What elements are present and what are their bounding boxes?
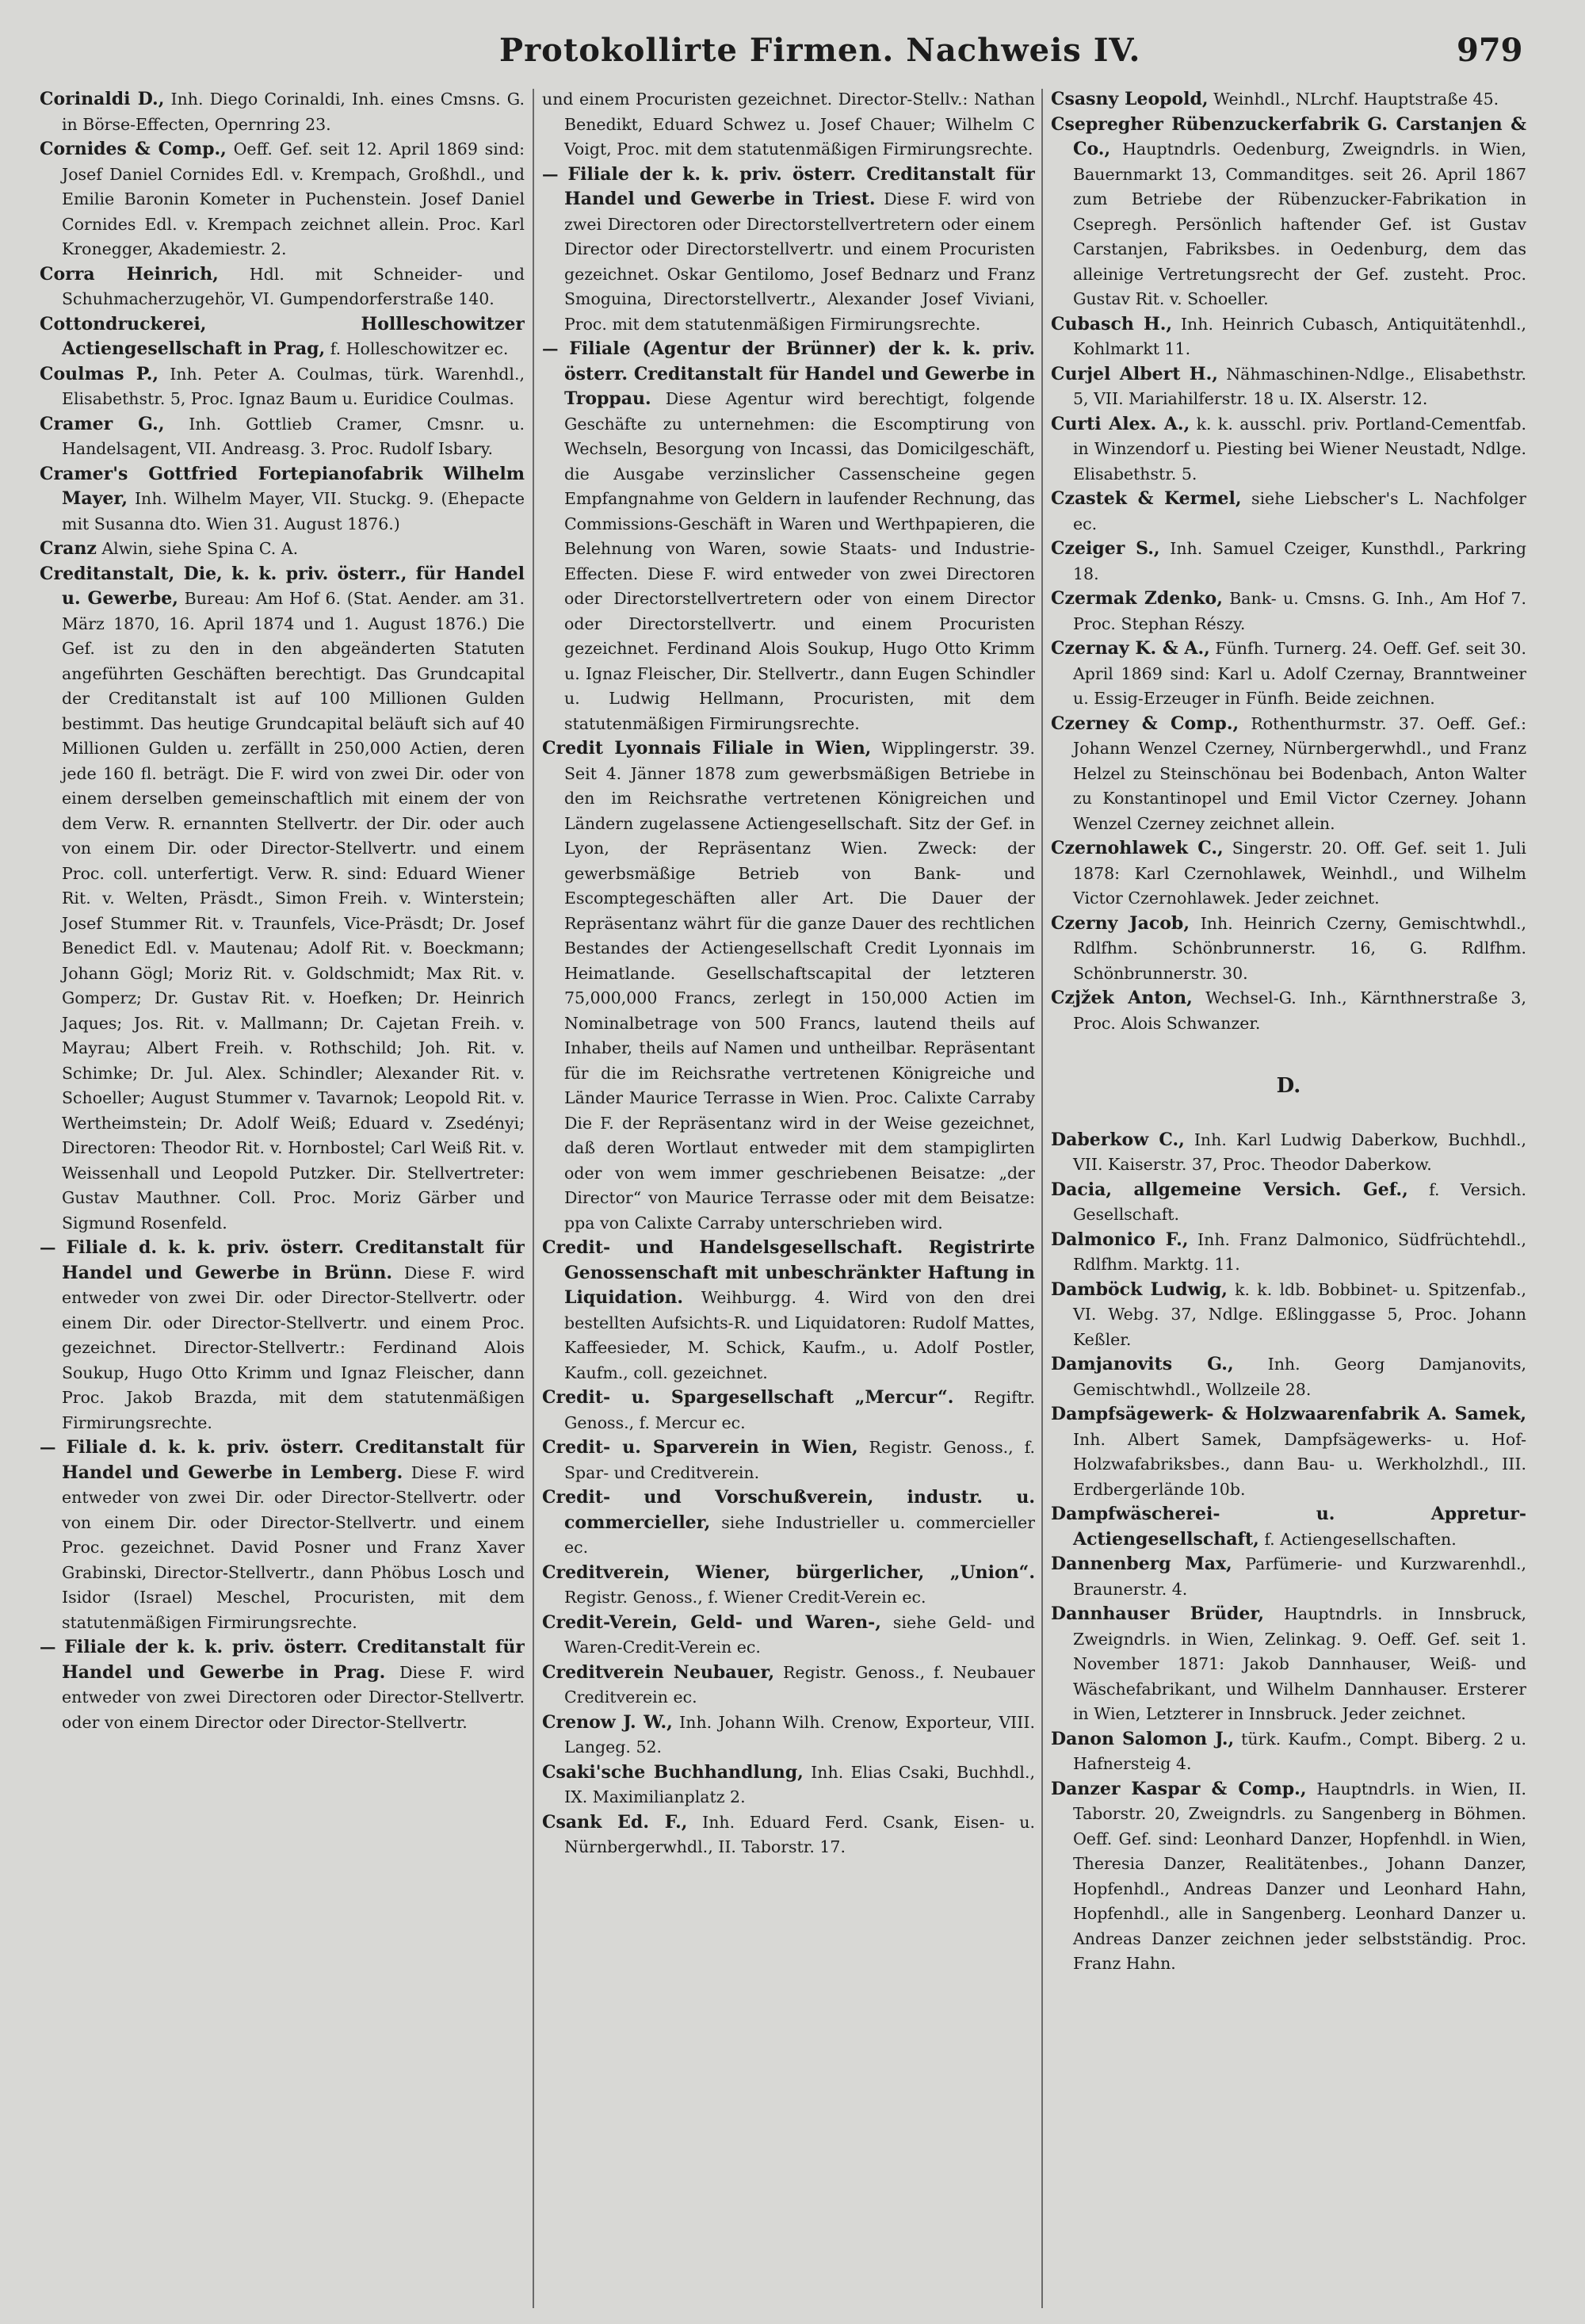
entry-firm-name: Dannenberg Max,: [1051, 1554, 1232, 1574]
entry-firm-name: Filiale (Agentur der Brünner) der k. k. priv. österr. Creditanstalt für Handel und Gewerbe in Troppau.: [564, 338, 1035, 409]
entry-text: Registr. Genoss., f. Spar- und Creditverein.: [564, 1438, 1035, 1482]
entry-dash: —: [542, 164, 559, 184]
directory-entry: [40, 312, 525, 362]
entry-text: Inh. Samuel Czeiger, Kunsthdl., Parkring 18.: [1073, 539, 1526, 583]
entry-firm-name: Dacia, allgemeine Versich. Gef.,: [1051, 1179, 1408, 1200]
entry-firm-name: Creditanstalt, Die, k. k. priv. österr., für Handel u. Gewerbe,: [40, 563, 525, 609]
entry-firm-name: Czerney & Comp.,: [1051, 713, 1239, 734]
entry-text: Weihburgg. 4. Wird von den drei bestellten Aufsichts-R. und Liquidatoren: Rudolf Mattes, Kaffeesieder, M. Schick, Kaufm., u. Adolf Postler, Kaufm., coll. gezeichnet.: [564, 1288, 1035, 1382]
directory-entry: [1051, 1178, 1526, 1228]
directory-entry: [40, 1635, 525, 1735]
entry-text: Registr. Genoss., f. Wiener Credit-Verein ec.: [564, 1588, 926, 1607]
directory-entry: [1051, 537, 1526, 587]
entry-text: Hauptndrls. in Wien, II. Taborstr. 20, Zweigndrls. zu Sangenberg in Böhmen. Oeff. Gef. sind: Leonhard Danzer, Hopfenhdl. in Wien, Theresia Danzer, Realitätenbes., Johann Danzer, Hopfenhdl., Andreas Danzer und Leonhard Hahn, Hopfenhdl., alle in Sangenberg. Leonhard Danzer u. Andreas Danzer zeichnen jeder selbstständig. Proc. Franz Hahn.: [1073, 1779, 1526, 1973]
directory-entry: [542, 1435, 1035, 1485]
entry-text: Registr. Genoss., f. Neubauer Creditverein ec.: [564, 1662, 1035, 1707]
directory-entry: [40, 462, 525, 537]
entry-firm-name: Czastek & Kermel,: [1051, 488, 1242, 509]
directory-entry: [1051, 1278, 1526, 1353]
entry-firm-name: Csank Ed. F.,: [542, 1811, 688, 1833]
directory-entry: [1051, 1552, 1526, 1602]
entry-text: Inh. Eduard Ferd. Csank, Eisen- u. Nürnbergerwhdl., II. Taborstr. 17.: [564, 1812, 1035, 1856]
entry-firm-name: Czernay K. & A.,: [1051, 638, 1210, 659]
entry-text: k. k. ausschl. priv. Portland-Cementfab. in Winzendorf u. Piesting bei Wiener Neustadt, Ndlge. Elisabethstr. 5.: [1073, 414, 1526, 484]
entry-firm-name: Czeiger S.,: [1051, 538, 1160, 559]
entry-text: Inh. Johann Wilh. Crenow, Exporteur, VIII. Langeg. 52.: [564, 1712, 1035, 1756]
entry-firm-name: Curjel Albert H.,: [1051, 363, 1218, 384]
column-left: [40, 87, 525, 2307]
directory-entry: [542, 1386, 1035, 1435]
directory-entry: [40, 262, 525, 312]
directory-entry: [542, 1760, 1035, 1810]
entry-firm-name: Crenow J. W.,: [542, 1711, 673, 1733]
entry-text: Diese F. wird entweder von zwei Directoren oder Director-Stellvertr. oder von einem Director oder Director-Stellvertr.: [62, 1662, 525, 1732]
entry-text: Wipplingerstr. 39. Seit 4. Jänner 1878 zum gewerbsmäßigen Betriebe in den im Reichsrathe vertretenen Königreichen und Ländern zugelassene Actiengesellschaft. Sitz der Gef. in Lyon, der Repräsentanz Wien. Zweck: der gewerbsmäßige Betrieb von Bank- und Escomptegeschäften aller Art. Die Dauer der Repräsentanz währt für die ganze Dauer des rechtlichen Bestandes der Actiengesellschaft Credit Lyonnais im Heimatlande. Gesellschaftscapital der letzteren 75,000,000 Francs, zerlegt in 150,000 Actien im Nominalbetrage von 500 Francs, lautend theils auf Inhaber, theils auf Namen und untheilbar. Repräsentant für die im Reichsrathe vertretenen Königreiche und Länder Maurice Terrasse in Wien. Proc. Calixte Carraby Die F. der Repräsentanz wird in der Weise gezeichnet, daß deren Wortlaut entweder mit dem stampiglirten oder von wem immer geschriebenen Beisatze: „der Director“ von Maurice Terrasse oder mit dem Beisatze: ppa von Calixte Carraby unterschrieben wird.: [564, 739, 1035, 1233]
entry-firm-name: Cramer's Gottfried Fortepianofabrik Wilhelm Mayer,: [40, 463, 525, 509]
entry-text: Fünfh. Turnerg. 24. Oeff. Gef. seit 30. April 1869 sind: Karl u. Adolf Czernay, Branntweiner u. Essig-Erzeuger in Fünfh. Beide zeichnen.: [1073, 639, 1526, 708]
entry-firm-name: Czjžek Anton,: [1051, 988, 1193, 1008]
directory-entry: [1051, 1352, 1526, 1402]
entry-firm-name: Damböck Ludwig,: [1051, 1279, 1228, 1300]
entry-dash: —: [40, 1438, 56, 1457]
entry-firm-name: Czermak Zdenko,: [1051, 588, 1223, 609]
entry-firm-name: Cornides & Comp.,: [40, 139, 227, 159]
entry-dash: —: [40, 1238, 56, 1257]
entry-firm-name: Czerny Jacob,: [1051, 912, 1190, 934]
directory-entry: [40, 362, 525, 412]
directory-entry: [1051, 986, 1526, 1036]
entry-text: Bureau: Am Hof 6. (Stat. Aender. am 31. März 1870, 16. April 1874 und 1. August 1876.) Die Gef. ist zu den in den abgeänderten Statuten angeführten Geschäften berechtigt. Das Grundcapital der Creditanstalt ist auf 100 Millionen Gulden bestimmt. Das heutige Grundcapital beläuft sich auf 40 Millionen Gulden u. zerfällt in 250,000 Actien, deren jede 160 fl. beträgt. Die F. wird von zwei Dir. oder von einem derselben gemeinschaftlich mit einem der von dem Verw. R. ernannten Stellvertr. der Dir. oder auch von einem Dir. oder Director-Stellvertr. und einem Proc. coll. unterfertigt. Verw. R. sind: Eduard Wiener Rit. v. Welten, Präsdt., Simon Freih. v. Winterstein; Josef Stummer Rit. v. Traunfels, Vice-Präsdt; Dr. Josef Benedict Edl. v. Mautenau; Adolf Rit. v. Boeckmann; Johann Gögl; Moriz Rit. v. Goldschmidt; Max Rit. v. Gomperz; Dr. Gustav Rit. v. Hoefken; Dr. Heinrich Jaques; Jos. Rit. v. Mallmann; Dr. Cajetan Freih. v. Mayrau; Albert Freih. v. Rothschild; Joh. Rit. v. Schimke; Dr. Jul. Alex. Schindler; Alexander Rit. v. Schoeller; August Stummer v. Tavarnok; Leopold Rit. v. Wertheimstein; Dr. Adolf Weiß; Eduard v. Zsedényi; Directoren: Theodor Rit. v. Hornbostel; Carl Weiß Rit. v. Weissenhall und Leopold Putzker. Dir. Stellvertreter: Gustav Mauthner. Coll. Proc. Moriz Gärber und Sigmund Rosenfeld.: [62, 589, 525, 1233]
entry-dash: —: [40, 1638, 56, 1657]
directory-entry: [1051, 836, 1526, 912]
entry-firm-name: Creditverein, Wiener, bürgerlicher, „Union“.: [542, 1561, 1035, 1583]
entry-text: Parfümerie- und Kurzwarenhdl., Braunerstr. 4.: [1073, 1554, 1526, 1599]
entry-firm-name: Cramer G.,: [40, 413, 165, 434]
entry-firm-name: Credit Lyonnais Filiale in Wien,: [542, 738, 872, 759]
entry-firm-name: Curti Alex. A.,: [1051, 413, 1190, 434]
entry-firm-name: Credit- und Handelsgesellschaft. Registrirte Genossenschaft mit unbeschränkter Haftung in Liquidation.: [542, 1237, 1035, 1308]
entry-firm-name: Csaki'sche Buchhandlung,: [542, 1761, 804, 1783]
directory-entry: [40, 562, 525, 1237]
entry-firm-name: Filiale d. k. k. priv. österr. Creditanstalt für Handel und Gewerbe in Lemberg.: [62, 1437, 525, 1483]
entry-text: f. Actiengesellschaften.: [1264, 1529, 1457, 1549]
entry-text: Diese Agentur wird berechtigt, folgende Geschäfte zu unternehmen: die Escomptirung von Wechseln, Besorgung von Incassi, das Domicilgeschäft, die Ausgabe verzinslicher Cassenscheine gegen Empfangnahme von Geldern in laufender Rechnung, das Commissions-Geschäft in Waren und Werthpapieren, die Belehnung von Waren, sowie Staats- und Industrie-Effecten. Diese F. wird entweder von zwei Directoren oder Directorstellvertretern oder von einem Director oder Directorstellvertr. und einem Procuristen gezeichnet. Ferdinand Alois Soukup, Hugo Otto Krimm u. Ignaz Fleischer, Dir. Stellvertr., dann Eugen Schindler u. Ludwig Hellmann, Procuristen, mit dem statutenmäßigen Firmirungsrechte.: [564, 389, 1035, 733]
directory-entry: [542, 1485, 1035, 1561]
entry-firm-name: Credit- u. Sparverein in Wien,: [542, 1437, 858, 1458]
directory-entry: [542, 1236, 1035, 1386]
directory-entry: [1051, 87, 1526, 113]
entry-firm-name: Cottondruckerei, Hollleschowitzer Actiengesellschaft in Prag,: [40, 313, 525, 359]
directory-entry: [40, 1435, 525, 1635]
entry-text: Inh. Gottlieb Cramer, Cmsnr. u. Handelsagent, VII. Andreasg. 3. Proc. Rudolf Isbary.: [62, 414, 525, 458]
directory-entry: [1051, 1727, 1526, 1777]
entry-firm-name: Filiale der k. k. priv. österr. Creditanstalt für Handel und Gewerbe in Prag.: [62, 1637, 525, 1683]
entry-firm-name: Csepregher Rübenzuckerfabrik G. Carstanjen & Co.,: [1051, 113, 1526, 159]
entry-firm-name: Dalmonico F.,: [1051, 1229, 1189, 1250]
entry-firm-name: Dampfwäscherei- u. Appretur-Actiengesellschaft,: [1051, 1504, 1526, 1550]
entry-firm-name: Creditverein Neubauer,: [542, 1661, 775, 1683]
entry-firm-name: Dannhauser Brüder,: [1051, 1603, 1264, 1624]
column-right: [1051, 87, 1526, 2307]
entry-text: Hauptndrls. Oedenburg, Zweigndrls. in Wien, Bauernmarkt 13, Commanditges. seit 26. April 1867 zum Betriebe der Rübenzucker-Fabrikation in Csepregh. Persönlich haftender Gef. ist Gustav Carstanjen, Fabriksbes. in Oedenburg, dem das alleinige Vertretungsrecht der Gef. zusteht. Proc. Gustav Rit. v. Schoeller.: [1073, 140, 1526, 308]
entry-text: Alwin, siehe Spina C. A.: [101, 539, 299, 558]
entry-text: Bank- u. Cmsns. G. Inh., Am Hof 7. Proc. Stephan Részy.: [1073, 589, 1526, 633]
directory-entry: [40, 537, 525, 562]
entry-text: Diese F. wird entweder von zwei Dir. oder Director-Stellvertr. oder einem Dir. oder Director-Stellvertr. und einem Proc. gezeichnet. Director-Stellvertr.: Ferdinand Alois Soukup, Hugo Otto Krimm und Ignaz Fleischer, dann Proc. Jakob Brazda, mit dem statutenmäßigen Firmirungsrechte.: [62, 1263, 525, 1432]
page-header: [0, 32, 1585, 78]
directory-entry: [1051, 362, 1526, 412]
entry-text: Singerstr. 20. Off. Gef. seit 1. Juli 1878: Karl Czernohlawek, Weinhdl., und Wilhelm Victor Czernohlawek. Jeder zeichnet.: [1073, 839, 1526, 908]
entry-text: Inh. Franz Dalmonico, Südfrüchtehdl., Rdlfhm. Marktg. 11.: [1073, 1229, 1526, 1274]
entry-text: Inh. Albert Samek, Dampfsägewerks- u. Hof-Holzwafabriksbes., dann Bau- u. Werkholzhdl., III. Erdbergerlände 10b.: [1073, 1429, 1526, 1499]
entry-text: Oeff. Gef. seit 12. April 1869 sind: Josef Daniel Cornides Edl. v. Krempach, Großhdl., und Emilie Baronin Kometer in Puchenstein. Josef Daniel Cornides Edl. v. Krempach zeichnet allein. Proc. Karl Kronegger, Akademiestr. 2.: [62, 140, 525, 258]
directory-entry: [542, 1561, 1035, 1611]
entry-text: siehe Geld- und Waren-Credit-Verein ec.: [564, 1612, 1035, 1657]
page-title: Protokollirte Firmen. Nachweis IV.: [499, 32, 1141, 69]
directory-entry: [1051, 412, 1526, 487]
entry-text: Inh. Karl Ludwig Daberkow, Buchhdl., VII. Kaiserstr. 37, Proc. Theodor Daberkow.: [1073, 1130, 1526, 1174]
entry-text: Inh. Diego Corinaldi, Inh. eines Cmsns. G. in Börse-Effecten, Opernring 23.: [62, 90, 525, 134]
entry-firm-name: Damjanovits G.,: [1051, 1354, 1234, 1374]
entry-text: Inh. Georg Damjanovits, Gemischtwhdl., Wollzeile 28.: [1073, 1355, 1526, 1399]
entry-text: Nähmaschinen-Ndlge., Elisabethstr. 5, VII. Mariahilferstr. 18 u. IX. Alserstr. 12.: [1073, 364, 1526, 408]
directory-entry: [1051, 1777, 1526, 1977]
entry-text: Wechsel-G. Inh., Kärnthnerstraße 3, Proc. Alois Schwanzer.: [1073, 988, 1526, 1033]
entry-text: Inh. Wilhelm Mayer, VII. Stuckg. 9. (Ehepacte mit Susanna dto. Wien 31. August 1876.): [62, 489, 525, 533]
entry-firm-name: Dampfsägewerk- & Holzwaarenfabrik A. Samek,: [1051, 1404, 1526, 1424]
directory-entry: [542, 337, 1035, 736]
entry-text: k. k. ldb. Bobbinet- u. Spitzenfab., VI. Webg. 37, Ndlge. Eßlinggasse 5, Proc. Johann Keßler.: [1073, 1279, 1526, 1349]
entry-text: Diese F. wird von zwei Directoren oder Directorstellvertretern oder einem Director oder Directorstellvertr. und einem Procuristen gezeichnet. Oskar Gentilomo, Josef Bednarz und Franz Smoguina, Directorstellvertr., Alexander Josef Viviani, Proc. mit dem statutenmäßigen Firmirungsrechte.: [564, 189, 1035, 334]
entry-text: f. Holleschowitzer ec.: [330, 339, 509, 358]
entry-text: türk. Kaufm., Compt. Biberg. 2 u. Hafnersteig 4.: [1073, 1729, 1526, 1773]
entry-text: siehe Industrieller u. commercieller ec.: [564, 1512, 1035, 1557]
directory-entry: [40, 137, 525, 262]
entry-text: und einem Procuristen gezeichnet. Director-Stellv.: Nathan Benedikt, Eduard Schwez u. Josef Chauer; Wilhelm C Voigt, Proc. mit dem statutenmäßigen Firmirungsrechte.: [542, 90, 1035, 159]
directory-entry: [1051, 312, 1526, 362]
directory-entry: [542, 1711, 1035, 1760]
entry-text: f. Versich. Gesellschaft.: [1073, 1179, 1526, 1224]
entry-text: Diese F. wird entweder von zwei Dir. oder Director-Stellvertr. oder von einem Dir. oder Director-Stellvertr. und einem Proc. gezeichnet. David Posner und Franz Xaver Grabinski, Director-Stellvertr., dann Phöbus Losch und Isidor (Israel) Meschel, Procuristen, mit dem statutenmäßigen Firmirungsrechte.: [62, 1462, 525, 1632]
directory-entry: [542, 87, 1035, 162]
entry-firm-name: Daberkow C.,: [1051, 1129, 1185, 1150]
directory-entry: [40, 412, 525, 462]
directory-entry: [40, 87, 525, 137]
entry-text: Regiftr. Genoss., f. Mercur ec.: [564, 1388, 1035, 1432]
entry-text: Inh. Heinrich Czerny, Gemischtwhdl., Rdlfhm. Schönbrunnerstr. 16, G. Rdlfhm. Schönbrunnerstr. 30.: [1073, 913, 1526, 983]
entry-text: Weinhdl., NLrchf. Hauptstraße 45.: [1213, 90, 1499, 109]
entry-firm-name: Cubasch H.,: [1051, 313, 1173, 334]
entry-firm-name: Coulmas P.,: [40, 363, 159, 384]
entry-firm-name: Czernohlawek C.,: [1051, 838, 1224, 858]
page-number: 979: [1457, 32, 1523, 69]
entry-text: Inh. Elias Csaki, Buchhdl., IX. Maximilianplatz 2.: [564, 1762, 1035, 1806]
entry-firm-name: Credit- u. Spargesellschaft „Mercur“.: [542, 1387, 954, 1408]
directory-entry: [1051, 1128, 1526, 1178]
entry-firm-name: Cranz: [40, 538, 97, 559]
directory-entry: [542, 1810, 1035, 1860]
entry-text: Inh. Peter A. Coulmas, türk. Warenhdl., Elisabethstr. 5, Proc. Ignaz Baum u. Euridice Coulmas.: [62, 364, 525, 408]
entry-text: siehe Liebscher's L. Nachfolger ec.: [1073, 489, 1526, 533]
entry-text: Inh. Heinrich Cubasch, Antiquitätenhdl., Kohlmarkt 11.: [1073, 314, 1526, 358]
directory-entry: [1051, 1602, 1526, 1727]
entry-firm-name: Credit-Verein, Geld- und Waren-,: [542, 1611, 881, 1633]
column-divider: [533, 89, 534, 2308]
directory-entry: [1051, 912, 1526, 987]
entry-dash: —: [542, 339, 559, 358]
directory-entry: [1051, 712, 1526, 837]
entry-text: Hdl. mit Schneider- und Schuhmacherzugehör, VI. Gumpendorferstraße 140.: [62, 264, 525, 308]
section-heading: D.: [1276, 1074, 1301, 1098]
entry-firm-name: Csasny Leopold,: [1051, 89, 1209, 109]
entry-firm-name: Filiale d. k. k. priv. österr. Creditanstalt für Handel und Gewerbe in Brünn.: [62, 1237, 525, 1283]
entry-firm-name: Credit- und Vorschußverein, industr. u. commercieller,: [542, 1487, 1035, 1533]
directory-entry: [1051, 1228, 1526, 1278]
directory-entry: [1051, 1502, 1526, 1552]
directory-entry: [542, 162, 1035, 338]
directory-entry: [1051, 1402, 1526, 1502]
entry-firm-name: Danon Salomon J.,: [1051, 1728, 1235, 1749]
directory-entry: [1051, 487, 1526, 537]
column-middle: [542, 87, 1035, 2307]
directory-entry: [1051, 587, 1526, 636]
directory-entry: [40, 1236, 525, 1435]
entry-text: Hauptndrls. in Innsbruck, Zweigndrls. in Wien, Zelinkag. 9. Oeff. Gef. seit 1. November 1871: Jakob Dannhauser, Weiß- und Wäschefabrikant, und Wilhelm Dannhauser. Ersterer in Wien, Letzterer in Innsbruck. Jeder zeichnet.: [1073, 1604, 1526, 1723]
directory-entry: [542, 1661, 1035, 1711]
directory-entry: [1051, 113, 1526, 312]
entry-text: Rothenthurmstr. 37. Oeff. Gef.: Johann Wenzel Czerney, Nürnbergerwhdl., und Franz Helzel zu Steinschönau bei Bodenbach, Anton Walter zu Konstantinopel und Emil Victor Czerney. Johann Wenzel Czerney zeichnet allein.: [1073, 713, 1526, 833]
entry-firm-name: Danzer Kaspar & Comp.,: [1051, 1778, 1307, 1799]
entry-firm-name: Corinaldi D.,: [40, 89, 165, 109]
directory-entry: [542, 736, 1035, 1236]
directory-entry: [542, 1611, 1035, 1661]
column-divider: [1041, 89, 1043, 2308]
directory-entry: [1051, 636, 1526, 712]
entry-firm-name: Filiale der k. k. priv. österr. Creditanstalt für Handel und Gewerbe in Triest.: [564, 163, 1035, 209]
entry-firm-name: Corra Heinrich,: [40, 263, 219, 285]
